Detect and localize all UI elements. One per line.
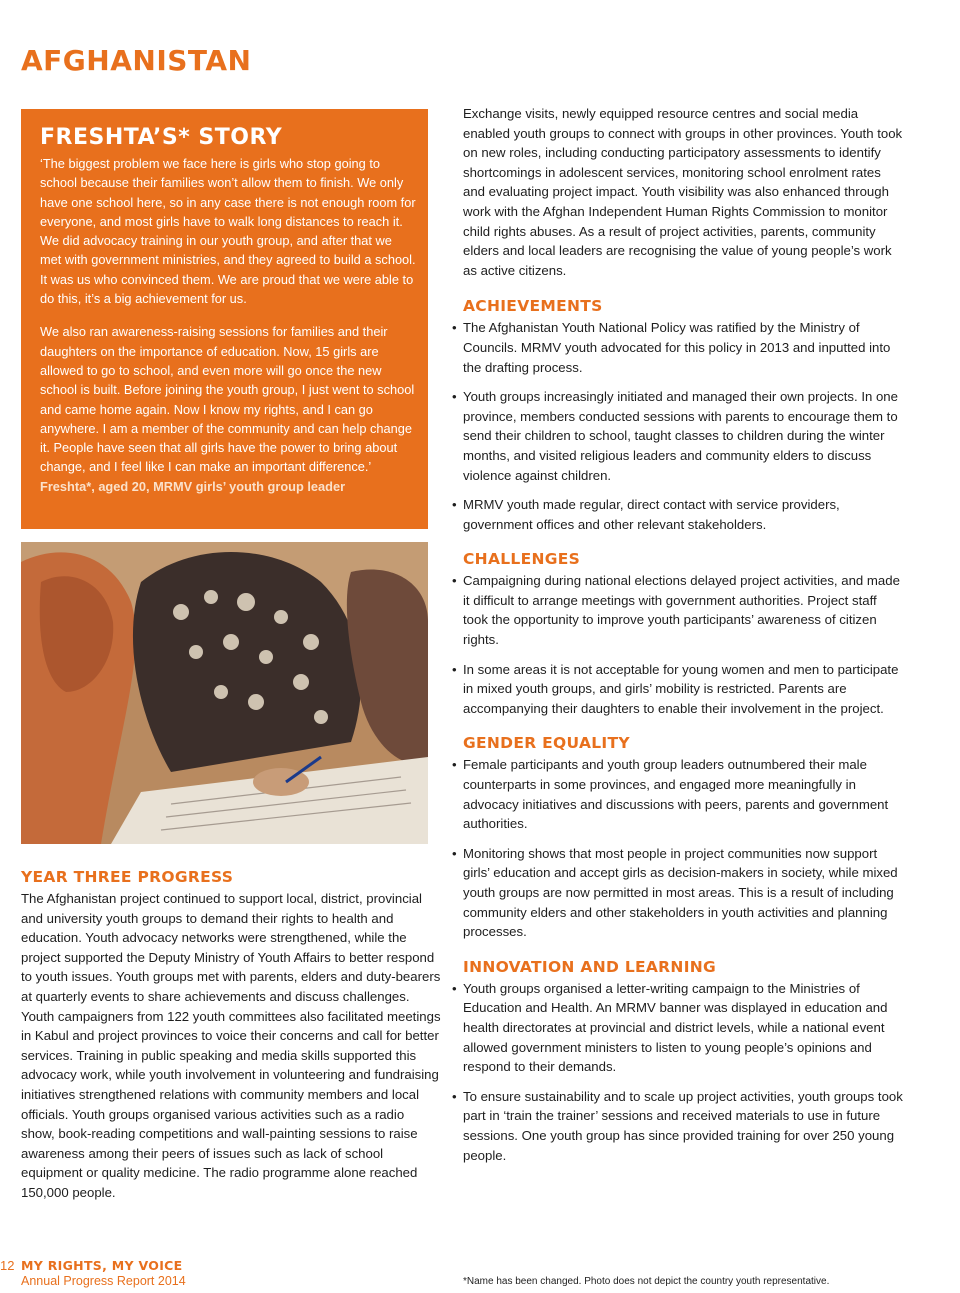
footer-title: MY RIGHTS, MY VOICE [21, 1258, 183, 1273]
year-three-heading: YEAR THREE PROGRESS [21, 868, 234, 886]
right-column [463, 104, 903, 1181]
innovation-heading: INNOVATION AND LEARNING [463, 957, 717, 976]
list-item: • Youth groups organised a letter-writing campaign to the Ministries of Education and Health. An MRMV banner was displayed in education and health directorates at provincial and district levels, while a national event allowed government ministers to listen to young people’s opinions and respond to their demands. [463, 979, 903, 1077]
challenges-heading: CHALLENGES [463, 550, 581, 569]
year-three-progress-section [21, 868, 441, 1203]
intro-paragraph: Exchange visits, newly equipped resource centres and social media enabled youth groups to connect with groups in other provinces. Youth took on new roles, including conducting participatory assessments to identify shortcomings in adolescent services, monitoring school enrolment rates and evaluating project impact. Youth visibility was also enhanced through work with the Afghan Independent Human Rights Commission to monitor child rights abuses. As a result of project activities, parents, community elders and local leaders are recognising the value of young people’s work as active citizens. [463, 106, 903, 278]
photo-illustration [21, 542, 428, 844]
list-item: • Campaigning during national elections delayed project activities, and made it difficult to arrange meetings with government authorities. Project staff took the opportunity to improve youth participants’ awareness of citizen rights. [463, 571, 903, 649]
page-title: AFGHANISTAN [21, 44, 252, 77]
list-item: • To ensure sustainability and to scale up project activities, youth groups took part in ‘train the trainer’ sessions and received materials to use in future sessions. One youth group has since provided training for over 250 young people. [463, 1087, 903, 1165]
story-paragraph: We also ran awareness-raising sessions for families and their daughters on the importance of education. Now, 15 girls are allowed to go to school, and even more will go once the new school is built. Before joining the youth group, I just went to school and came home again. Now I know my rights, and I can go anywhere. I am a member of the community and can help change it. People have seen that all girls have the power to bring about change, and I feel like I can make an important difference.’ [40, 324, 415, 475]
list-item: • Female participants and youth group leaders outnumbered their male counterparts in some provinces, and engaged more meaningfully in advocacy initiatives and discussions with peers, parents and government authorities. [463, 755, 903, 833]
footnote: *Name has been changed. Photo does not depict the country youth representative. [463, 1276, 830, 1287]
achievements-list [463, 318, 903, 534]
story-paragraph: ‘The biggest problem we face here is girls who stop going to school because their families won’t allow them to finish. We only have one school here, so in any case there is not enough room for everyone, and most girls have to walk long distances to reach it. We did advocacy training in our youth group, and after that we met with government ministries, and they agreed to build a school. It was us who convinced them. We are proud that we were able to do this, it’s a big achievement for us. [40, 156, 416, 307]
innovation-list [463, 979, 903, 1165]
list-item: • The Afghanistan Youth National Policy was ratified by the Ministry of Councils. MRMV youth advocated for this policy in 2013 and inputted into the drafting process. [463, 318, 903, 377]
photo-girls-writing [21, 542, 428, 844]
page-number: 12 [0, 1258, 15, 1273]
story-box [21, 109, 428, 529]
list-item: • Monitoring shows that most people in project communities now support girls’ education and accept girls as decision-makers in society, while mixed youth groups are now permitted in most areas. This is a result of including community elders and other stakeholders in youth activities and planning processes. [463, 844, 903, 942]
challenges-list [463, 571, 903, 718]
list-item: • MRMV youth made regular, direct contact with service providers, government offices and other relevant stakeholders. [463, 495, 903, 534]
list-item: • Youth groups increasingly initiated and managed their own projects. In one province, members conducted sessions with parents to encourage them to send their children to school, taught classes to children during the winter months, and visited religious leaders and community elders to discuss violence against children. [463, 387, 903, 485]
story-attribution: Freshta*, aged 20, MRMV girls’ youth group leader [40, 478, 346, 494]
achievements-heading: ACHIEVEMENTS [463, 297, 603, 316]
gender-equality-list [463, 755, 903, 941]
footer-subtitle: Annual Progress Report 2014 [21, 1274, 186, 1288]
list-item: • In some areas it is not acceptable for young women and men to participate in mixed youth groups, and girls’ mobility is restricted. Parents are accompanying their daughters to enable their involvement in the project. [463, 660, 903, 719]
year-three-text: The Afghanistan project continued to support local, district, provincial and university youth groups to demand their rights to health and education. Youth advocacy networks were strengthened, while the project supported the Deputy Ministry of Youth Affairs to better respond to youth issues. Youth groups met with parents, elders and duty-bearers at quarterly events to share achievements and discuss challenges. Youth campaigners from 122 youth committees also facilitated meetings in Kabul and project provinces to voice their concerns and call for better services. Training in public speaking and media skills supported this advocacy work, while youth involvement in volunteering and fundraising initiatives strengthened relations with community members and local officials. Youth groups organised various activities such as a radio show, book-reading competitions and wall-painting sessions to raise awareness among their peers of issues such as lack of school equipment or quality medicine. The radio programme alone reached 150,000 people. [21, 891, 441, 1200]
story-title: FRESHTA’S* STORY [40, 125, 283, 150]
gender-equality-heading: GENDER EQUALITY [463, 734, 630, 753]
